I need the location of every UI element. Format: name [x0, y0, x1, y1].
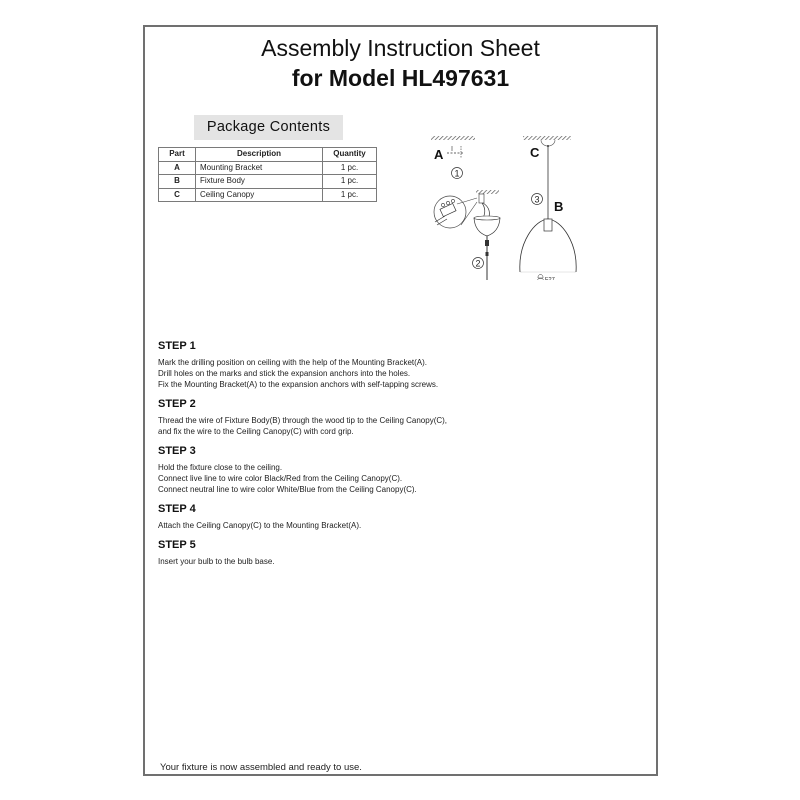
package-contents-table [158, 147, 377, 202]
completion-note: Your fixture is now assembled and ready to use. [160, 762, 362, 773]
cell-part: A [159, 161, 196, 175]
step-heading: STEP 1 [158, 340, 196, 352]
step-5 [158, 538, 638, 567]
step-2-illustration [434, 190, 500, 280]
cell-description: Fixture Body [196, 175, 323, 189]
step-4 [158, 502, 638, 531]
step-1 [158, 339, 638, 390]
step-3-illustration [520, 136, 576, 280]
step-1-illustration [431, 136, 475, 179]
step-heading: STEP 2 [158, 398, 196, 410]
bulb-socket-icon [544, 219, 552, 231]
assembly-diagram [417, 132, 593, 280]
ceiling-hatch-icon [431, 136, 475, 140]
assembly-steps [158, 339, 638, 574]
table-row [159, 175, 377, 189]
cell-quantity: 1 pc. [323, 188, 377, 202]
column-header-part: Part [159, 148, 196, 162]
column-header-description: Description [196, 148, 323, 162]
label-a: A [434, 147, 444, 162]
cell-part: C [159, 188, 196, 202]
bulb-type-label: E27 [545, 277, 555, 280]
step-heading: STEP 5 [158, 539, 196, 551]
cell-description: Ceiling Canopy [196, 188, 323, 202]
step-heading: STEP 4 [158, 503, 196, 515]
step-text: Mark the drilling position on ceiling with the help of the Mounting Bracket(A). Drill holes on the marks and stick the expansion anchors into the holes. Fix the Mounting Bracket(A) to the expansion anchors with self-tapping screws. [158, 358, 439, 389]
svg-text:2: 2 [475, 258, 481, 269]
document-title: Assembly Instruction Sheet [261, 35, 540, 61]
ceiling-hatch-icon [476, 190, 499, 194]
step-text: Attach the Ceiling Canopy(C) to the Mounting Bracket(A). [158, 521, 362, 530]
step-text: Hold the fixture close to the ceiling. Connect live line to wire color Black/Red from the Ceiling Canopy(C). Connect neutral line to wire color White/Blue from the Ceiling Canopy(C). [158, 463, 417, 494]
step-text: Thread the wire of Fixture Body(B) through the wood tip to the Ceiling Canopy(C), and fix the wire to the Ceiling Canopy(C) with cord grip. [158, 416, 448, 436]
svg-text:1: 1 [454, 168, 460, 179]
step-3 [158, 444, 638, 495]
cell-quantity: 1 pc. [323, 161, 377, 175]
step-text: Insert your bulb to the bulb base. [158, 557, 275, 566]
cell-description: Mounting Bracket [196, 161, 323, 175]
svg-text:3: 3 [534, 194, 540, 205]
instruction-sheet [143, 25, 658, 776]
step-2 [158, 397, 638, 437]
label-b: B [554, 199, 564, 214]
package-contents-heading: Package Contents [194, 115, 343, 140]
ceiling-hatch-icon [523, 136, 571, 140]
table-header-row [159, 148, 377, 162]
cell-part: B [159, 175, 196, 189]
cell-quantity: 1 pc. [323, 175, 377, 189]
label-c: C [530, 145, 540, 160]
step-heading: STEP 3 [158, 445, 196, 457]
table-row [159, 161, 377, 175]
model-title: for Model HL497631 [291, 65, 510, 91]
bulb-icon [538, 275, 544, 281]
column-header-quantity: Quantity [323, 148, 377, 162]
table-row [159, 188, 377, 202]
